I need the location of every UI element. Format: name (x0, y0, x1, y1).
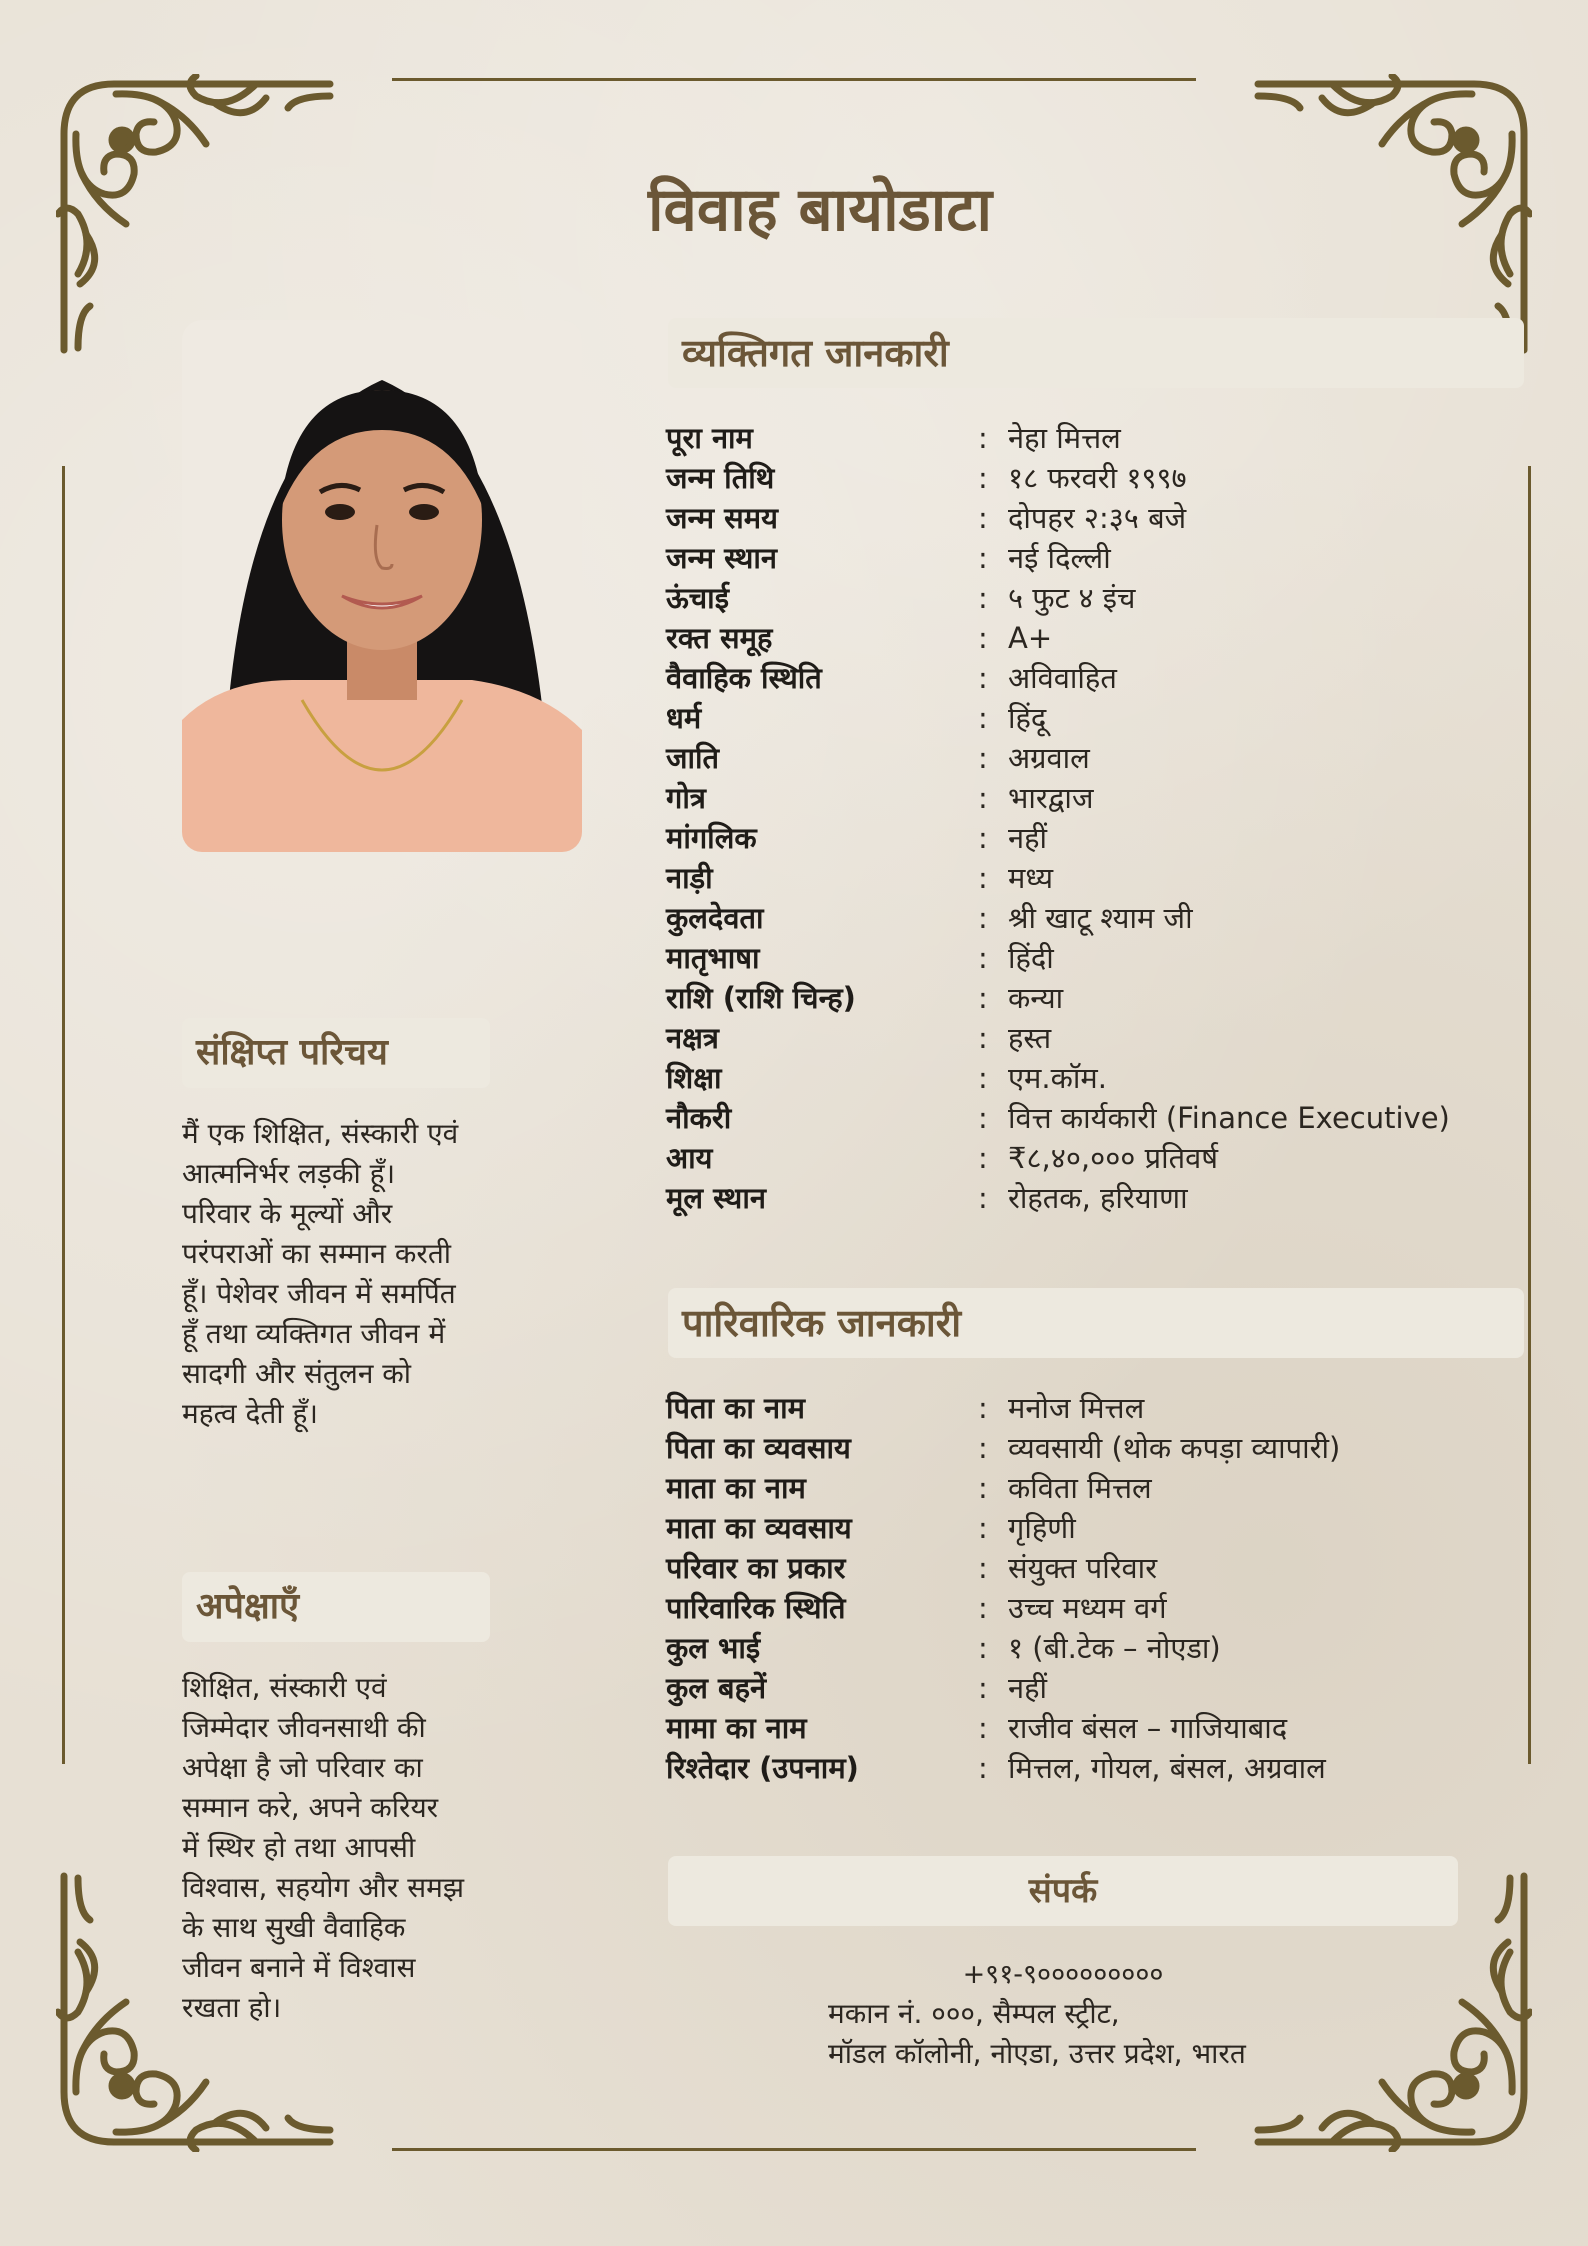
colon-separator: : (978, 1391, 988, 1425)
personal-info-label: जाति (666, 741, 720, 775)
personal-info-label: मातृभाषा (666, 941, 760, 975)
colon-separator: : (978, 1671, 988, 1705)
personal-info-value: दोपहर २:३५ बजे (1008, 501, 1187, 535)
colon-separator: : (978, 1591, 988, 1625)
personal-info-value: हस्त (1008, 1021, 1052, 1055)
family-info-heading: पारिवारिक जानकारी (668, 1288, 1524, 1358)
personal-info-label: राशि (राशि चिन्ह) (666, 981, 856, 1015)
intro-line: आत्मनिर्भर लड़की हूँ। (182, 1157, 396, 1190)
colon-separator: : (978, 1711, 988, 1745)
personal-info-value: रोहतक, हरियाणा (1008, 1181, 1188, 1215)
page-title: विवाह बायोडाटा (647, 175, 993, 245)
colon-separator: : (978, 581, 988, 615)
colon-separator: : (978, 1471, 988, 1505)
colon-separator: : (978, 541, 988, 575)
expectations-line: शिक्षित, संस्कारी एवं (182, 1671, 387, 1704)
family-info-label: पारिवारिक स्थिति (666, 1591, 846, 1625)
personal-info-label: आय (666, 1141, 713, 1175)
personal-info-label: नाड़ी (666, 861, 713, 895)
family-info-value: नहीं (1008, 1671, 1048, 1705)
colon-separator: : (978, 781, 988, 815)
personal-info-label: जन्म स्थान (666, 541, 778, 575)
intro-heading: संक्षिप्त परिचय (182, 1018, 490, 1088)
family-info-label: पिता का व्यवसाय (666, 1431, 851, 1465)
colon-separator: : (978, 1181, 988, 1215)
family-info-label: कुल भाई (666, 1631, 761, 1665)
bottom-border-line (392, 2148, 1196, 2151)
personal-info-label: शिक्षा (666, 1061, 722, 1095)
personal-info-label: वैवाहिक स्थिति (666, 661, 822, 695)
intro-line: परंपराओं का सम्मान करती (182, 1237, 452, 1270)
intro-line: हूँ। पेशेवर जीवन में समर्पित (182, 1277, 456, 1310)
colon-separator: : (978, 861, 988, 895)
personal-info-value: भारद्वाज (1008, 781, 1094, 815)
colon-separator: : (978, 621, 988, 655)
right-border-line (1528, 466, 1531, 1764)
colon-separator: : (978, 1101, 988, 1135)
family-info-label: रिश्तेदार (उपनाम) (666, 1751, 859, 1785)
colon-separator: : (978, 981, 988, 1015)
family-info-label: कुल बहनें (666, 1671, 767, 1705)
personal-info-label: कुलदेवता (666, 901, 764, 935)
colon-separator: : (978, 1431, 988, 1465)
intro-line: सादगी और संतुलन को (182, 1357, 412, 1390)
personal-info-value: नेहा मित्तल (1008, 421, 1121, 455)
family-info-label: परिवार का प्रकार (666, 1551, 846, 1585)
personal-info-value: नई दिल्ली (1008, 541, 1111, 575)
expectations-line: रखता हो। (182, 1991, 282, 2024)
personal-info-value: A+ (1008, 621, 1053, 655)
colon-separator: : (978, 1551, 988, 1585)
colon-separator: : (978, 501, 988, 535)
family-info-value: मनोज मित्तल (1008, 1391, 1145, 1425)
intro-text (182, 1114, 502, 1434)
intro-line: मैं एक शिक्षित, संस्कारी एवं (182, 1117, 459, 1150)
contact-heading: संपर्क (668, 1856, 1458, 1926)
personal-info-label: नक्षत्र (666, 1021, 719, 1055)
personal-info-value: श्री खाटू श्याम जी (1008, 901, 1193, 935)
personal-info-label: गोत्र (666, 781, 706, 815)
personal-info-value: वित्त कार्यकारी (Finance Executive) (1008, 1101, 1450, 1135)
personal-info-value: ५ फुट ४ इंच (1008, 581, 1136, 615)
personal-info-value: हिंदू (1008, 701, 1047, 735)
expectations-text (182, 1668, 502, 2028)
personal-info-label: रक्त समूह (666, 621, 773, 655)
family-info-value: गृहिणी (1008, 1511, 1076, 1545)
colon-separator: : (978, 1141, 988, 1175)
family-info-value: व्यवसायी (थोक कपड़ा व्यापारी) (1008, 1431, 1341, 1465)
personal-info-value: १८ फरवरी १९९७ (1008, 461, 1187, 495)
family-info-value: १ (बी.टेक – नोएडा) (1008, 1631, 1221, 1665)
colon-separator: : (978, 701, 988, 735)
personal-info-value: अविवाहित (1008, 661, 1117, 695)
colon-separator: : (978, 661, 988, 695)
personal-info-label: जन्म समय (666, 501, 778, 535)
expectations-line: विश्वास, सहयोग और समझ (182, 1871, 465, 1904)
personal-info-label: ऊंचाई (666, 581, 729, 615)
personal-info-label: मूल स्थान (666, 1181, 766, 1215)
personal-info-label: धर्म (666, 701, 702, 735)
colon-separator: : (978, 941, 988, 975)
personal-info-value: मध्य (1008, 861, 1054, 895)
expectations-heading: अपेक्षाएँ (182, 1572, 490, 1642)
left-border-line (62, 466, 65, 1764)
family-info-value: कविता मित्तल (1008, 1471, 1152, 1505)
intro-line: परिवार के मूल्यों और (182, 1197, 393, 1230)
colon-separator: : (978, 1061, 988, 1095)
colon-separator: : (978, 1021, 988, 1055)
colon-separator: : (978, 821, 988, 855)
address-line: मकान नं. ०००, सैम्पल स्ट्रीट, (828, 1997, 1120, 2030)
intro-line: हूँ तथा व्यक्तिगत जीवन में (182, 1317, 446, 1350)
personal-info-value: नहीं (1008, 821, 1048, 855)
expectations-line: जिम्मेदार जीवनसाथी की (182, 1711, 426, 1744)
expectations-line: सम्मान करे, अपने करियर (182, 1791, 439, 1824)
family-info-value: राजीव बंसल – गाजियाबाद (1008, 1711, 1288, 1745)
family-info-label: मामा का नाम (666, 1711, 807, 1745)
family-info-value: संयुक्त परिवार (1008, 1551, 1158, 1585)
colon-separator: : (978, 901, 988, 935)
personal-info-heading: व्यक्तिगत जानकारी (668, 318, 1524, 388)
expectations-line: अपेक्षा है जो परिवार का (182, 1751, 423, 1784)
family-info-label: पिता का नाम (666, 1391, 805, 1425)
expectations-line: में स्थिर हो तथा आपसी (182, 1831, 416, 1864)
contact-address (828, 1994, 1246, 2074)
personal-info-label: मांगलिक (666, 821, 757, 855)
personal-info-value: एम.कॉम. (1008, 1061, 1107, 1095)
expectations-line: के साथ सुखी वैवाहिक (182, 1911, 406, 1944)
top-border-line (392, 78, 1196, 81)
colon-separator: : (978, 421, 988, 455)
colon-separator: : (978, 461, 988, 495)
personal-info-label: पूरा नाम (666, 421, 753, 455)
personal-info-label: नौकरी (666, 1101, 732, 1135)
personal-info-label: जन्म तिथि (666, 461, 775, 495)
intro-line: महत्व देती हूँ। (182, 1397, 318, 1430)
colon-separator: : (978, 1751, 988, 1785)
family-info-label: माता का व्यवसाय (666, 1511, 852, 1545)
profile-photo (182, 320, 582, 852)
personal-info-value: हिंदी (1008, 941, 1054, 975)
expectations-line: जीवन बनाने में विश्वास (182, 1951, 416, 1984)
contact-phone: +९१-९००००००००० (962, 1959, 1164, 1990)
colon-separator: : (978, 741, 988, 775)
family-info-label: माता का नाम (666, 1471, 806, 1505)
family-info-value: उच्च मध्यम वर्ग (1008, 1591, 1167, 1625)
personal-info-value: अग्रवाल (1008, 741, 1090, 775)
personal-info-value: ₹८,४०,००० प्रतिवर्ष (1008, 1141, 1219, 1175)
colon-separator: : (978, 1631, 988, 1665)
family-info-value: मित्तल, गोयल, बंसल, अग्रवाल (1008, 1751, 1326, 1785)
personal-info-value: कन्या (1008, 981, 1064, 1015)
address-line: मॉडल कॉलोनी, नोएडा, उत्तर प्रदेश, भारत (828, 2037, 1246, 2070)
colon-separator: : (978, 1511, 988, 1545)
